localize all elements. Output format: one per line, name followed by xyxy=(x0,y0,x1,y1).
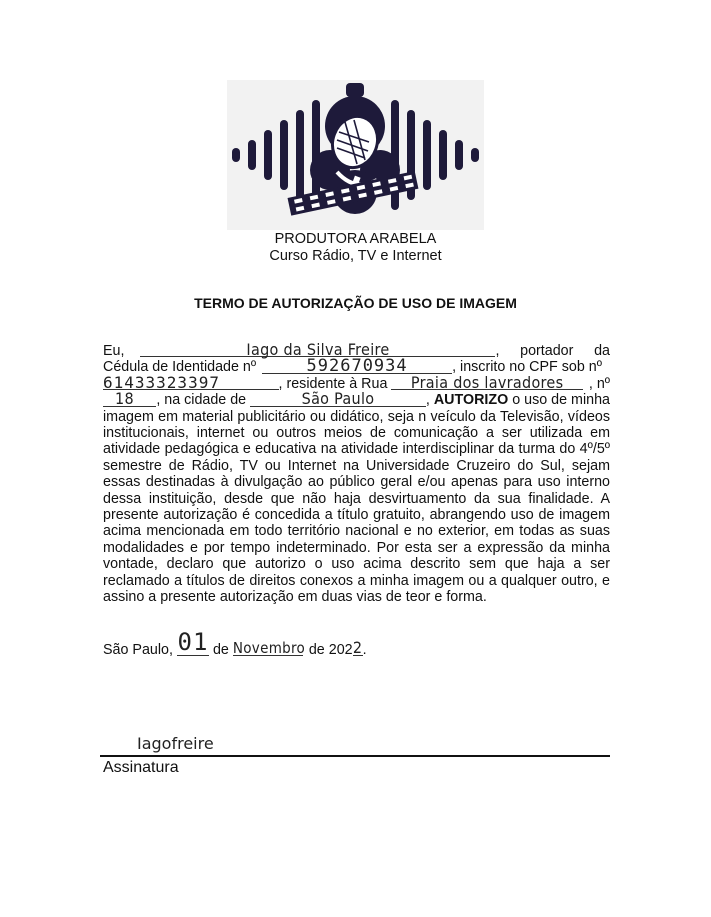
numero-label: , nº xyxy=(588,375,610,392)
course-name: Curso Rádio, TV e Internet xyxy=(269,248,442,264)
cedula-label: Cédula de Identidade nº xyxy=(103,359,257,376)
cpf-value: 61433323397 xyxy=(103,372,220,392)
authorization-paragraph: imagem em material publicitário ou didático, seja n veículo da Televisão, vídeos institucionais, internet ou outros meios de comunicação a ser utilizada em atividade pedagógica e educativa na atividade interdisciplinar da turma do 4º/5º semestre de Rádio, TV ou Internet na Universidade Cruzeiro do Sul, sejam essas destinadas à divulgação ao público geral e/ou apenas para uso interno dessa instituição, desde que não haja desvirtuamento da sua finalidade. A presente autorização é concedida a título gratuito, abrangendo uso de imagem acima mencionada em todo território nacional e no exterior, em todas as suas modalidades e por tempo indeterminado. Por esta ser a expressão da minha vontade, declaro que autorizo o uso acima descrito sem que haja a ser reclamado a títulos de direitos conexos a minha imagem ou a qualquer outro, e assino a presente autorização em duas vias de teor e forma. xyxy=(103,408,610,606)
cpf-field[interactable] xyxy=(103,372,279,392)
logo xyxy=(227,80,484,230)
rg-field[interactable] xyxy=(262,356,452,377)
city-value: São Paulo xyxy=(301,389,375,409)
name-value: Iago da Silva Freire xyxy=(246,339,390,359)
number-field[interactable] xyxy=(103,389,156,409)
de-label-2: de xyxy=(308,642,325,658)
document-title: TERMO DE AUTORIZAÇÃO DE USO DE IMAGEM xyxy=(194,295,517,311)
rg-value: 592670934 xyxy=(306,356,408,377)
microphone-soundwave-film-logo-icon xyxy=(227,80,484,230)
autorizo-label: AUTORIZO xyxy=(433,392,509,409)
autorizo-rest: o uso de minha xyxy=(508,392,610,409)
date-line xyxy=(103,628,367,658)
month-value: Novembro xyxy=(232,639,306,657)
cidade-label: , na cidade de xyxy=(156,392,247,409)
street-value: Praia dos lavradores xyxy=(410,372,564,392)
rua-label: , residente à Rua xyxy=(278,375,388,392)
name-field[interactable] xyxy=(140,339,495,359)
comma: , xyxy=(425,392,430,409)
de-label-1: de xyxy=(212,642,229,658)
date-period: . xyxy=(362,642,367,658)
city-field[interactable] xyxy=(250,389,426,409)
handwritten-signature: Iagofreire xyxy=(137,734,214,753)
year-prefix: 202 xyxy=(328,642,353,658)
month-field[interactable] xyxy=(232,639,306,657)
number-value: 18 xyxy=(115,389,134,409)
year-field[interactable] xyxy=(352,638,363,657)
eu-label: Eu, xyxy=(103,342,125,359)
year-digit: 2 xyxy=(352,638,363,657)
day-value: 01 xyxy=(177,628,209,656)
street-field[interactable] xyxy=(391,372,582,392)
org-name: PRODUTORA ARABELA xyxy=(274,231,437,247)
date-city: São Paulo, xyxy=(103,642,173,658)
line-city xyxy=(103,389,610,409)
portador-label: , portador da xyxy=(495,342,610,359)
form-body xyxy=(103,339,610,606)
day-field[interactable] xyxy=(177,628,209,656)
cpf-label: , inscrito no CPF sob nº xyxy=(452,359,602,376)
signature-label: Assinatura xyxy=(103,759,179,776)
signature-line xyxy=(100,755,610,757)
